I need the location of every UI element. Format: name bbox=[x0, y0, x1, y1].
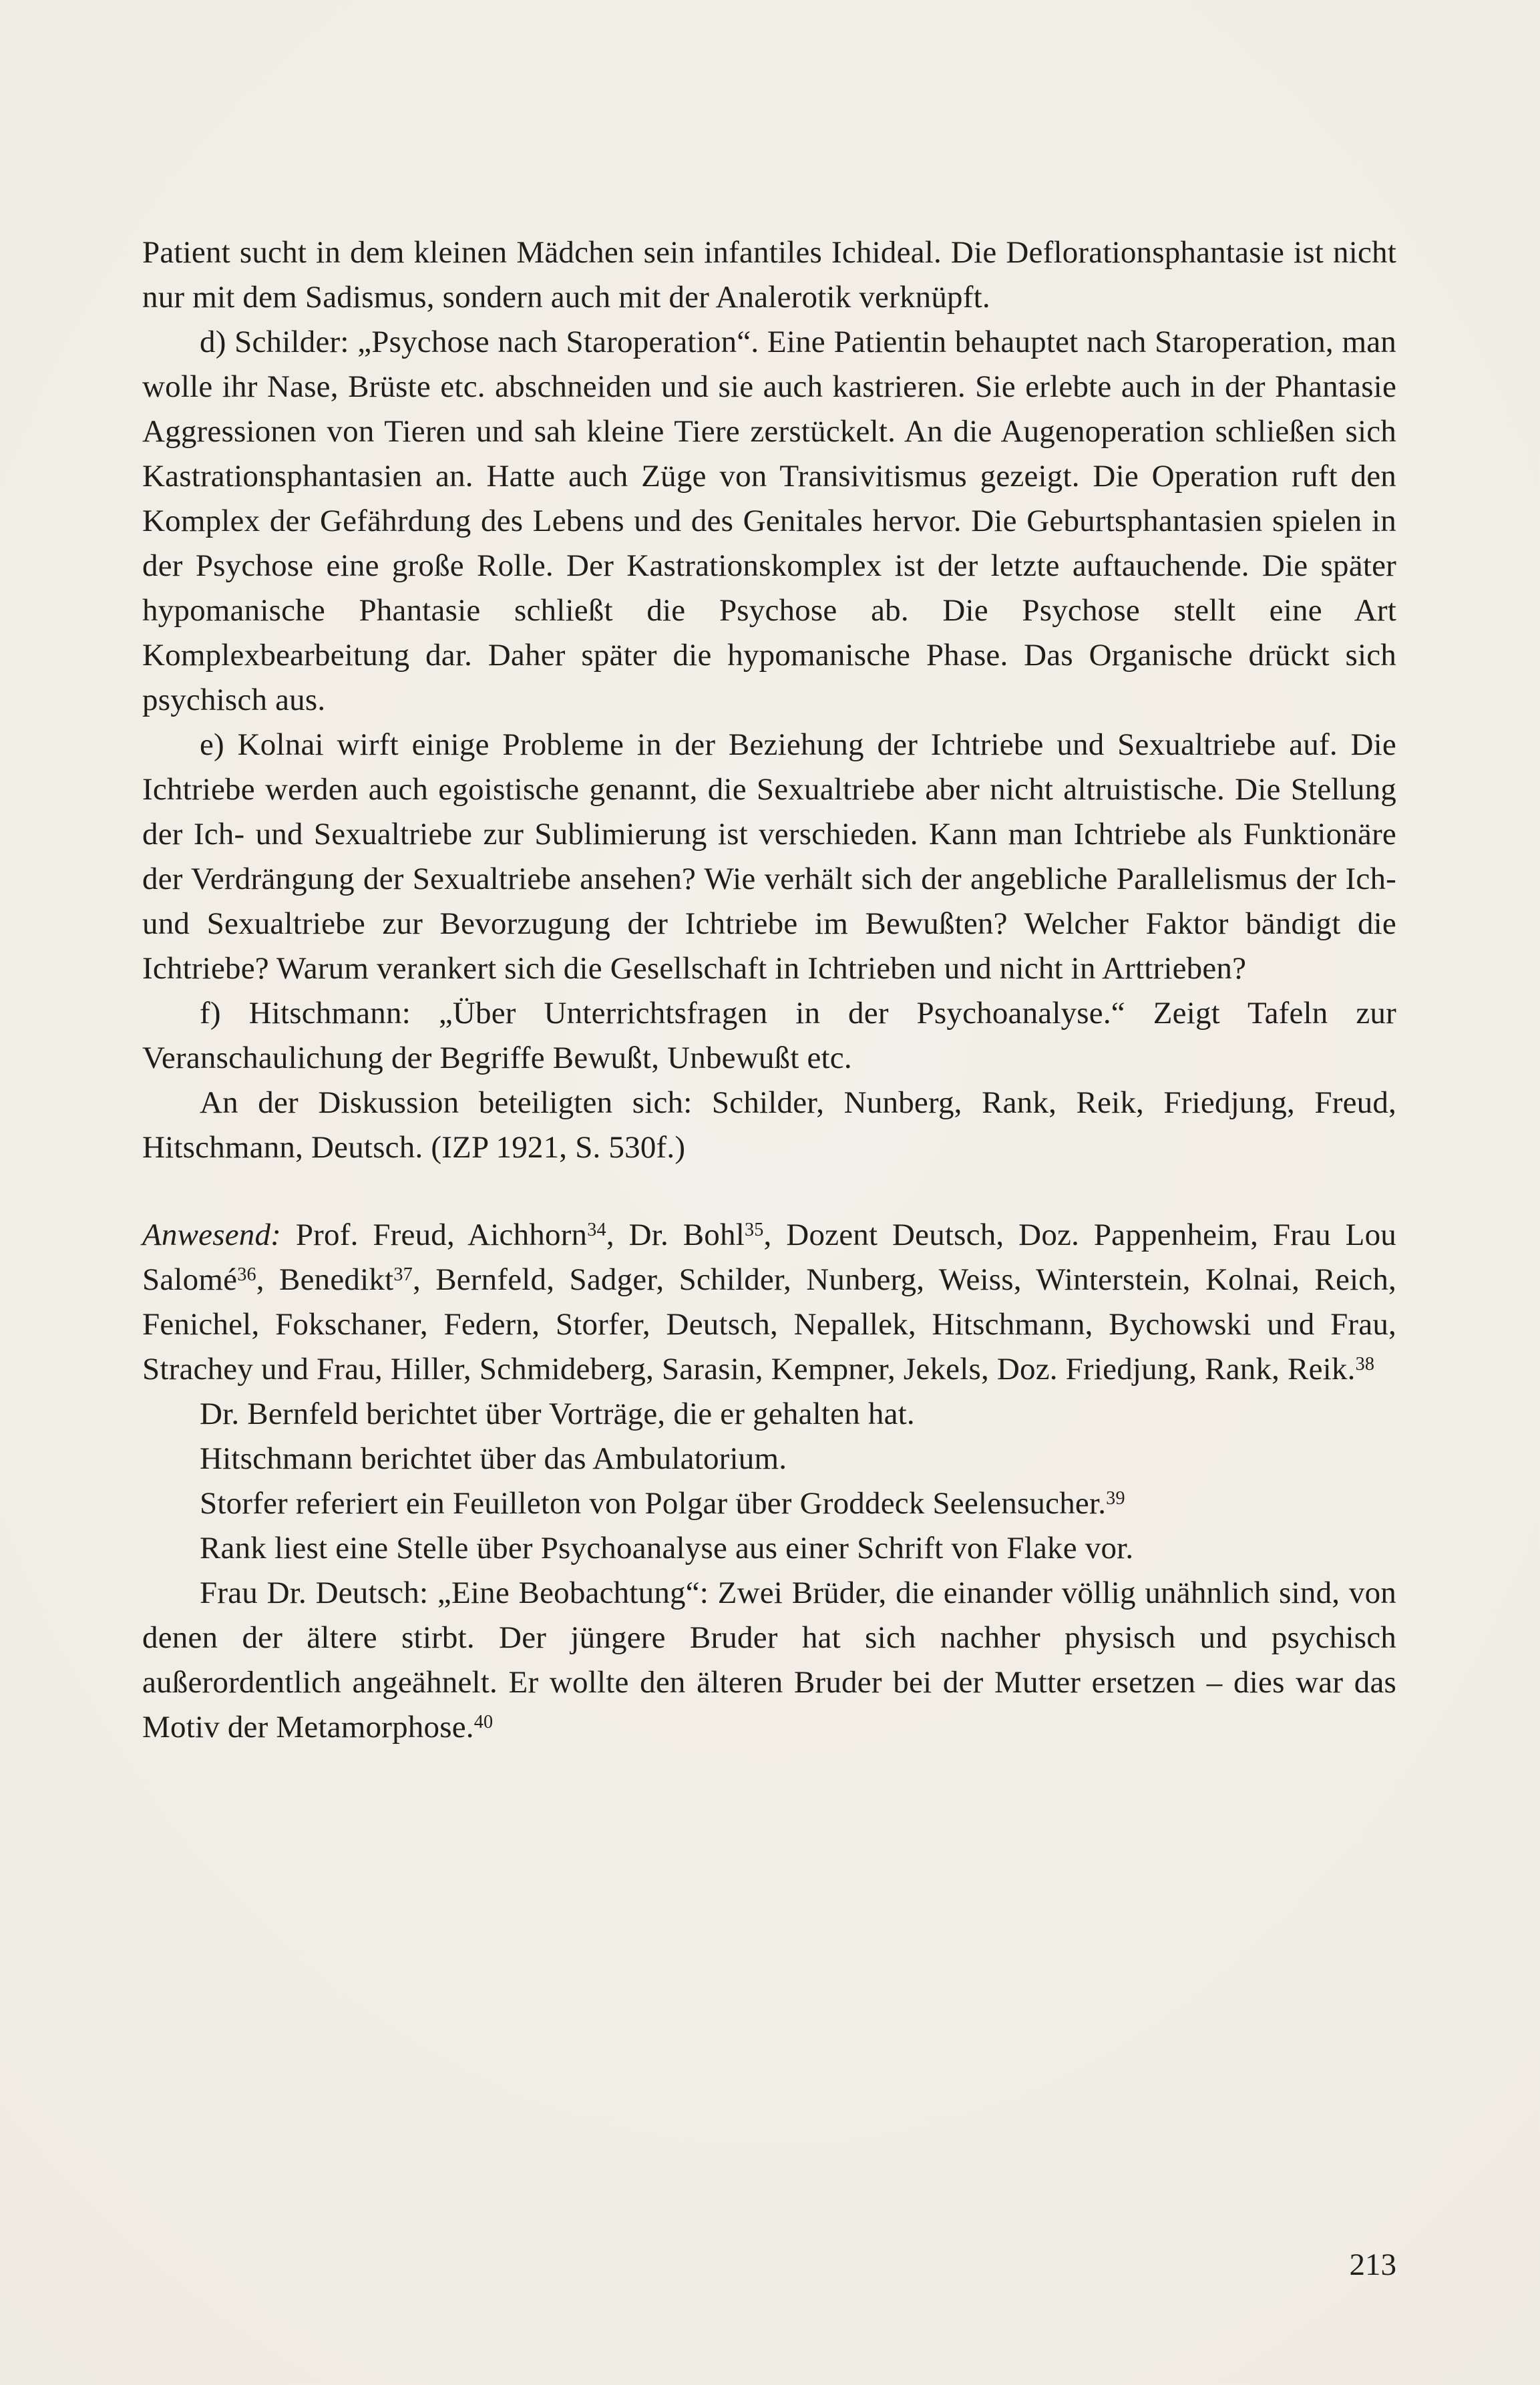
footnote-marker: 37 bbox=[393, 1264, 413, 1286]
text-segment: , Dozent Deutsch, Doz. Pappenheim, Frau Lou Salomé bbox=[142, 1218, 1396, 1297]
italic-text: Anwesend: bbox=[142, 1218, 282, 1252]
text-segment: , Benedikt bbox=[256, 1262, 394, 1297]
paragraph bbox=[142, 1437, 1396, 1481]
footnote-marker: 40 bbox=[473, 1712, 494, 1733]
text-segment: Dr. Bernfeld berichtet über Vorträge, die er gehalten hat. bbox=[200, 1397, 915, 1431]
footnote-marker: 35 bbox=[744, 1220, 764, 1241]
footnote-marker: 36 bbox=[237, 1264, 256, 1286]
text-segment: Frau Dr. Deutsch: „Eine Beobachtung“: Zwei Brüder, die einander völlig unähnlich sind, von denen der ältere stirbt. Der jüngere Bruder hat sich nachher physisch und psychisch außerordentlich angeähnelt. Er wollte den älteren Bruder bei der Mutter ersetzen – dies war das Motiv der Metamorphose. bbox=[142, 1576, 1396, 1745]
text-segment: f) Hitschmann: „Über Unterrichtsfragen in der Psychoanalyse.“ Zeigt Tafeln zur Veranschaulichung der Begriffe Bewußt, Unbewußt etc. bbox=[142, 996, 1396, 1075]
paragraph bbox=[142, 1481, 1396, 1526]
text-segment: Patient sucht in dem kleinen Mädchen sein infantiles Ichideal. Die Deflorationsphantasie ist nicht nur mit dem Sadismus, sondern auch mit der Analerotik verknüpft. bbox=[142, 235, 1396, 315]
text-segment: An der Diskussion beteiligten sich: Schilder, Nunberg, Rank, Reik, Friedjung, Freud, Hitschmann, Deutsch. (IZP 1921, S. 530f.) bbox=[142, 1085, 1396, 1165]
paragraph bbox=[142, 1526, 1396, 1571]
paragraph bbox=[142, 1392, 1396, 1437]
paragraph bbox=[142, 320, 1396, 723]
footnote-marker: 39 bbox=[1106, 1488, 1125, 1509]
text-segment: d) Schilder: „Psychose nach Staroperation“. Eine Patientin behauptet nach Staroperation, man wolle ihr Nase, Brüste etc. abschneiden und sie auch kastrieren. Sie erlebte auch in der Phantasie Aggressionen von Tieren und sah kleine Tiere zerstückelt. An die Augenoperation schließen sich Kastrationsphantasien an. Hatte auch Züge von Transivitismus gezeigt. Die Operation ruft den Komplex der Gefährdung des Lebens und des Genitales hervor. Die Geburtsphantasien spielen in der Psychose eine große Rolle. Der Kastrationskomplex ist der letzte auftauchende. Die später hypomanische Phantasie schließt die Psychose ab. Die Psychose stellt eine Art Komplexbearbeitung dar. Daher später die hypomanische Phase. Das Organische drückt sich psychisch aus. bbox=[142, 325, 1396, 717]
paragraph bbox=[142, 991, 1396, 1081]
paragraph bbox=[142, 1571, 1396, 1750]
page-number: 213 bbox=[1349, 2247, 1396, 2282]
text-segment: , Dr. Bohl bbox=[606, 1218, 745, 1252]
paragraph bbox=[142, 723, 1396, 991]
footnote-marker: 38 bbox=[1355, 1354, 1375, 1375]
text-block bbox=[142, 230, 1396, 1750]
paragraph bbox=[142, 1081, 1396, 1170]
text-segment: Prof. Freud, Aichhorn bbox=[281, 1218, 588, 1252]
paragraph bbox=[142, 1213, 1396, 1392]
text-segment: e) Kolnai wirft einige Probleme in der Beziehung der Ichtriebe und Sexualtriebe auf. Die Ichtriebe werden auch egoistische genannt, die Sexualtriebe aber nicht altruistische. Die Stellung der Ich- und Sexualtriebe zur Sublimierung ist verschieden. Kann man Ichtriebe als Funktionäre der Verdrängung der Sexualtriebe ansehen? Wie verhält sich der angebliche Parallelismus der Ich- und Sexualtriebe zur Bevorzugung der Ichtriebe im Bewußten? Welcher Faktor bändigt die Ichtriebe? Warum verankert sich die Gesellschaft in Ichtrieben und nicht in Arttrieben? bbox=[142, 727, 1396, 986]
text-segment: , Bernfeld, Sadger, Schilder, Nunberg, Weiss, Winterstein, Kolnai, Reich, Fenichel, Fokschaner, Federn, Storfer, Deutsch, Nepallek, Hitschmann, Bychowski und Frau, Strachey und Frau, Hiller, Schmideberg, Sarasin, Kempner, Jekels, Doz. Friedjung, Rank, Reik. bbox=[142, 1262, 1396, 1387]
text-segment: Rank liest eine Stelle über Psychoanalyse aus einer Schrift von Flake vor. bbox=[200, 1531, 1134, 1566]
paragraph bbox=[142, 230, 1396, 320]
text-segment: Hitschmann berichtet über das Ambulatorium. bbox=[200, 1441, 787, 1476]
text-segment: Storfer referiert ein Feuilleton von Polgar über Groddeck Seelensucher. bbox=[200, 1486, 1107, 1521]
footnote-marker: 34 bbox=[587, 1220, 606, 1241]
